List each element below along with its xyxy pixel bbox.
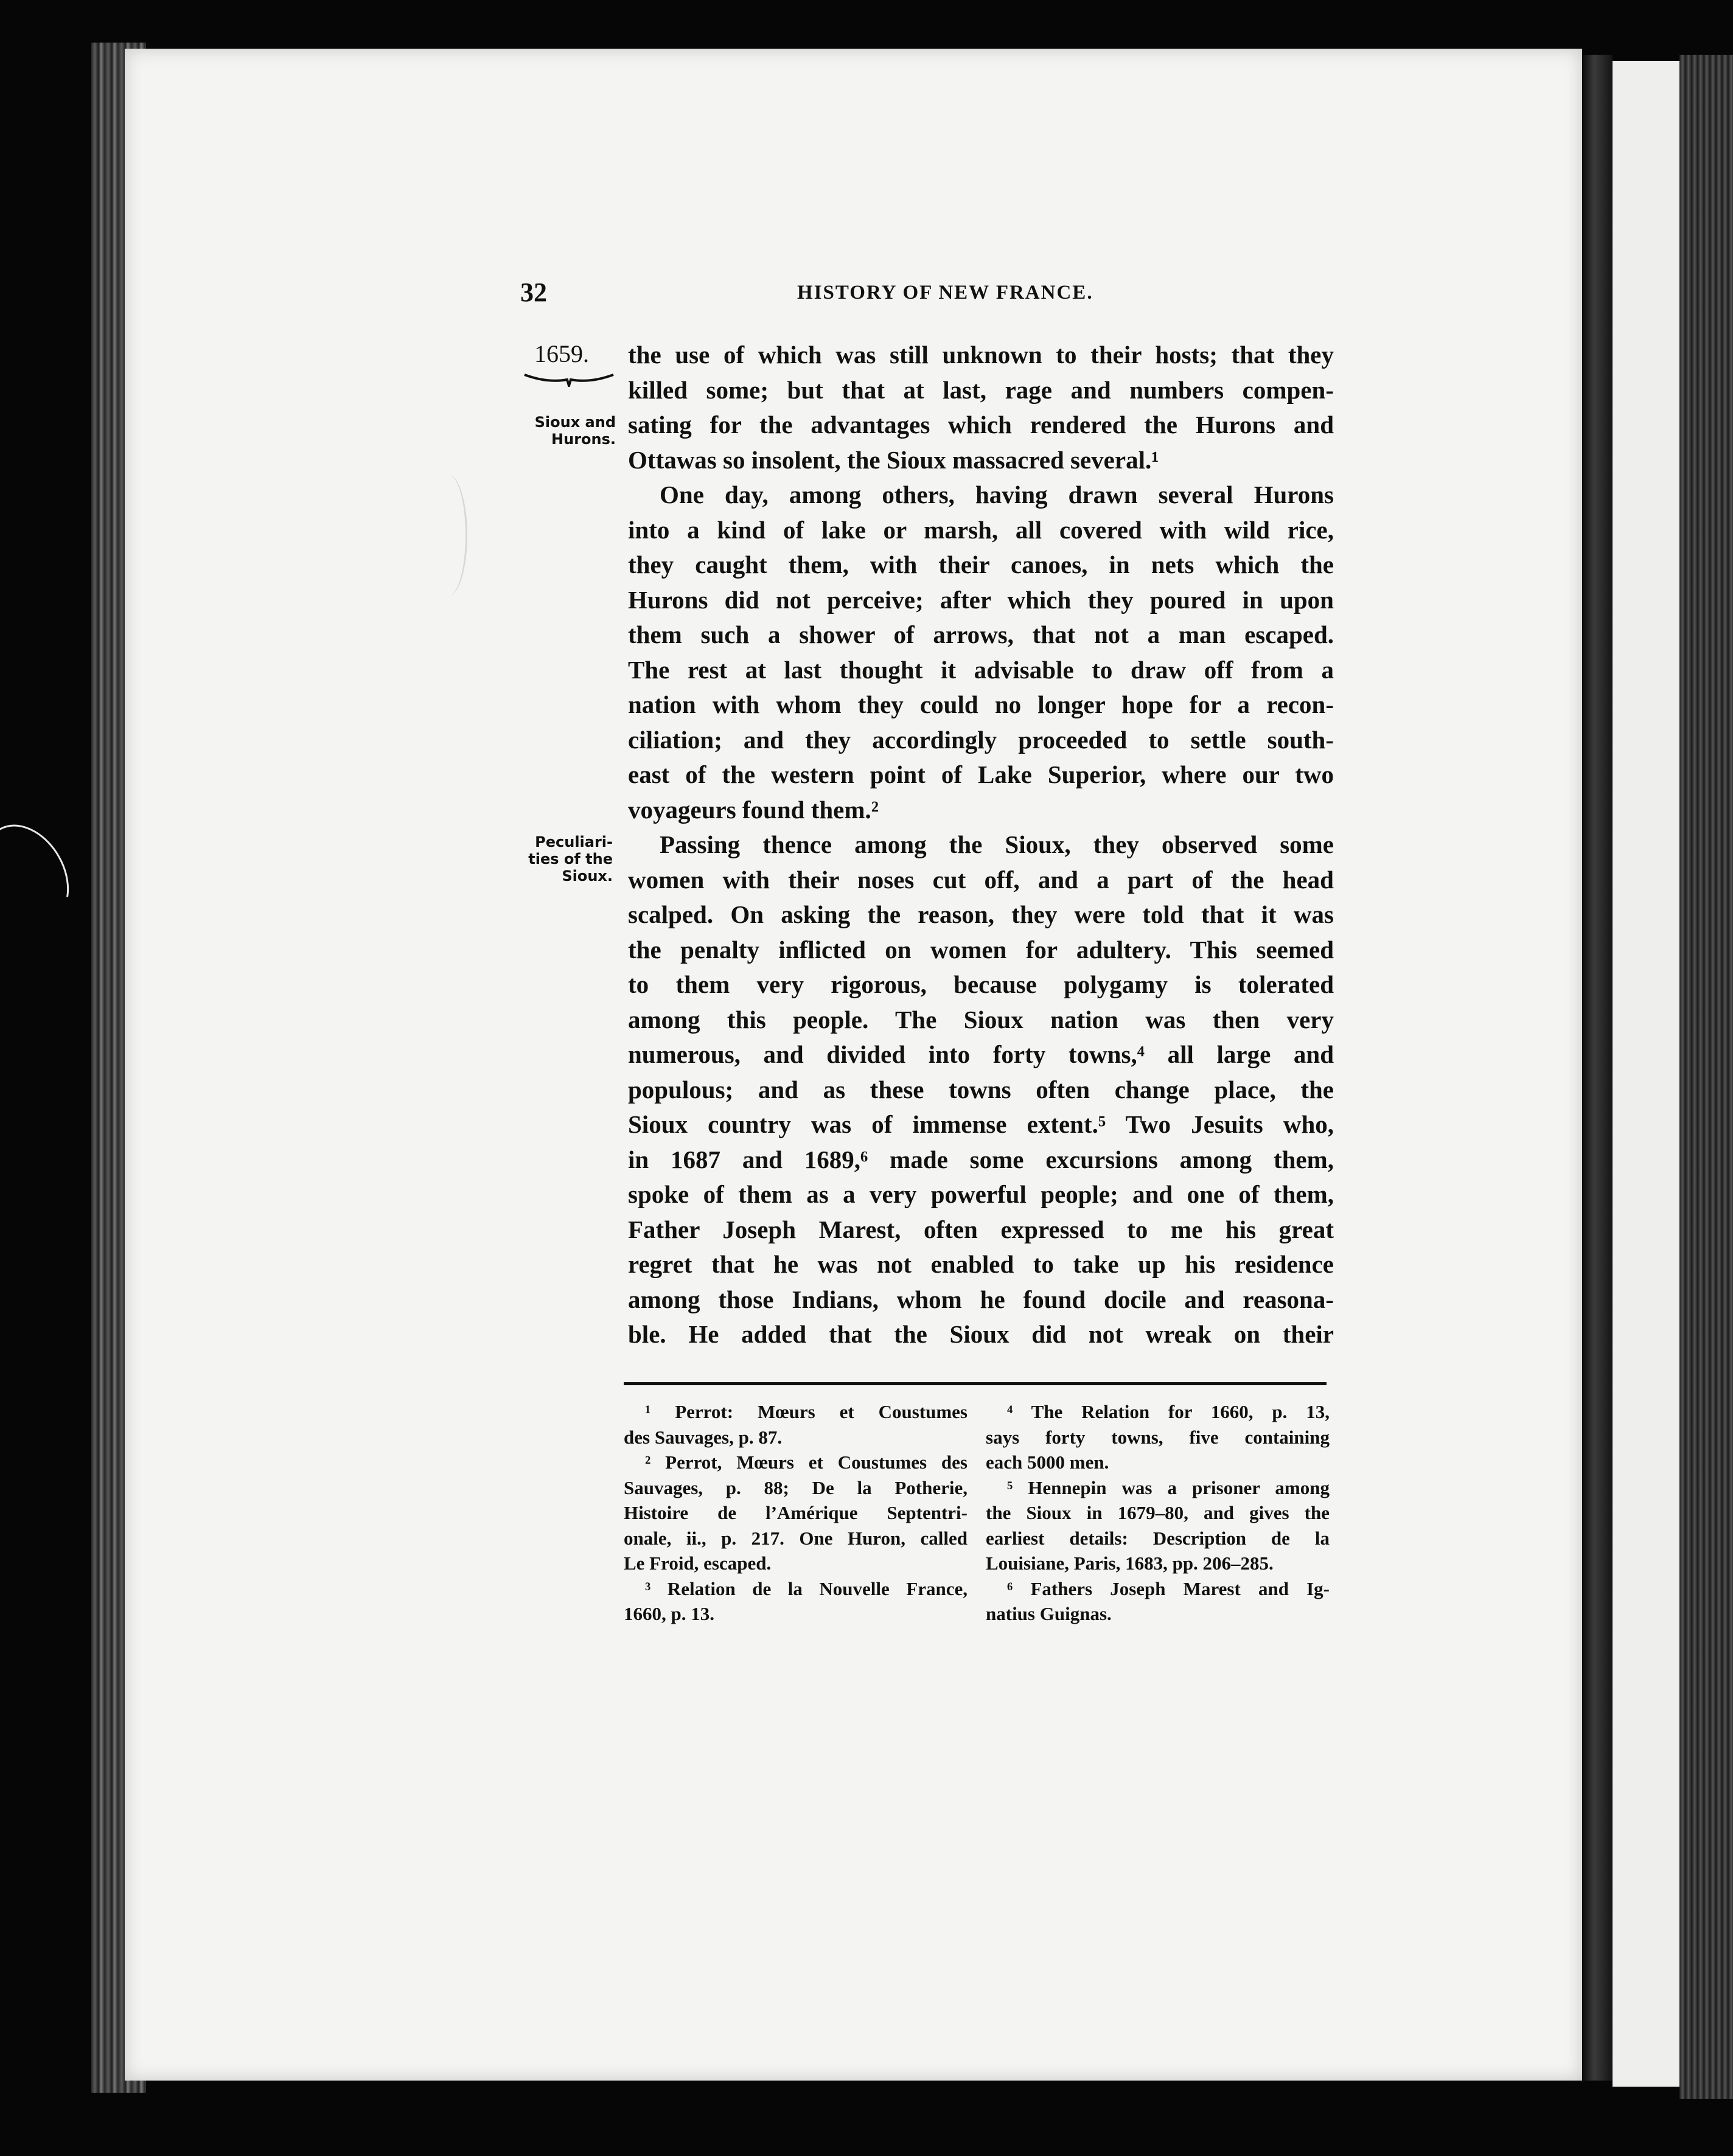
text-line: Father Joseph Marest, often expressed to me his great [628,1215,1334,1243]
footnote-line: each 5000 men. [986,1452,1109,1473]
footnote-line: Louisiane, Paris, 1683, pp. 206–285. [986,1553,1274,1574]
footnote-line: ³ Relation de la Nouvelle France, [645,1577,968,1599]
text-line: ble. He added that the Sioux did not wreak on their [628,1320,1334,1348]
book-gutter [1582,55,1613,2081]
margin-note-line: Hurons. [551,431,616,448]
text-line: the use of which was still unknown to their hosts; that they [628,341,1334,369]
text-line: The rest at last thought it advisable to draw off from a [628,655,1334,684]
page-number: 32 [520,277,547,307]
text-line: regret that he was not enabled to take up his residence [628,1250,1334,1278]
footnote-line: ⁵ Hennepin was a prisoner among [1007,1476,1330,1498]
text-line: them such a shower of arrows, that not a man escaped. [628,621,1334,649]
footnote-line: ⁶ Fathers Joseph Marest and Ig- [1007,1577,1330,1599]
footnote-line: 1660, p. 13. [624,1603,714,1624]
running-head [520,277,1336,313]
text-line: east of the western point of Lake Superior, where our two [628,760,1334,788]
text-line: numerous, and divided into forty towns,⁴ all large and [628,1040,1334,1068]
page-header-title: HISTORY OF NEW FRANCE. [797,282,1093,304]
brace-ornament [523,372,615,387]
text-line: Sioux country was of immense extent.⁵ Two Jesuits who, [628,1110,1334,1138]
text-line: they caught them, with their canoes, in nets which the [628,551,1334,579]
margin-note-line: Peculiari- [535,833,613,850]
footnote-line: Histoire de l’Amérique Septentri- [624,1502,968,1523]
footnote-line: ⁴ The Relation for 1660, p. 13, [1007,1401,1330,1422]
footnote-3 [624,1576,968,1627]
text-line: spoke of them as a very powerful people; and one of them, [628,1180,1334,1208]
margin-note-line: ties of the [528,850,613,868]
footnote-1 [624,1399,968,1450]
footnote-5 [986,1475,1330,1576]
main-text [628,338,1334,1352]
text-line: nation with whom they could no longer hope for a recon- [628,690,1334,718]
footnote-line: says forty towns, five containing [986,1426,1330,1448]
text-line: Passing thence among the Sioux, they observed some [660,830,1334,858]
text-line: to them very rigorous, because polygamy is tolerated [628,970,1334,998]
footnote-line: ¹ Perrot: Mœurs et Coustumes [645,1401,968,1422]
footnote-rule [624,1382,1327,1385]
text-line: among this people. The Sioux nation was then very [628,1005,1334,1034]
text-line: killed some; but that at last, rage and numbers compen- [628,375,1334,404]
text-line: women with their noses cut off, and a part of the head [628,865,1334,894]
text-line: voyageurs found them.² [628,795,879,824]
book-edge-right [1679,55,1733,2099]
footnote-line: onale, ii., p. 217. One Huron, called [624,1527,968,1549]
text-line: scalped. On asking the reason, they were told that it was [628,900,1334,928]
text-line: among those Indians, whom he found docile and reasona- [628,1285,1334,1313]
text-line: the penalty inflicted on women for adultery. This seemed [628,935,1334,964]
text-line: into a kind of lake or marsh, all covered with wild rice, [628,515,1334,544]
margin-note-line: Sioux. [562,868,613,885]
footnote-4 [986,1399,1330,1475]
footnote-2 [624,1450,968,1576]
footnote-line: Sauvages, p. 88; De la Potherie, [624,1476,968,1498]
margin-note-line: Sioux and [534,414,616,431]
footnote-6 [986,1576,1330,1627]
footnote-line: earliest details: Description de la [986,1527,1330,1549]
footnote-line: Le Froid, escaped. [624,1553,772,1574]
footnote-line: natius Guignas. [986,1603,1112,1624]
page-blemish [429,475,467,596]
text-line: sating for the advantages which rendered the Hurons and [628,411,1334,439]
footnote-line: ² Perrot, Mœurs et Coustumes des [645,1452,968,1473]
footnote-line: the Sioux in 1679–80, and gives the [986,1502,1330,1523]
text-line: ciliation; and they accordingly proceeded to settle south- [628,725,1334,754]
margin-note-peculiarities [512,833,613,885]
text-line: populous; and as these towns often change place, the [628,1075,1334,1104]
text-line: Ottawas so insolent, the Sioux massacred several.¹ [628,445,1159,474]
margin-note-sioux-hurons [525,414,616,448]
text-line: One day, among others, having drawn several Hurons [660,481,1334,509]
margin-year: 1659. [534,340,589,367]
footnote-line: des Sauvages, p. 87. [624,1426,783,1448]
text-line: in 1687 and 1689,⁶ made some excursions among them, [628,1145,1334,1174]
footnotes-right-column [986,1399,1330,1627]
footnotes-left-column [624,1399,968,1627]
text-line: Hurons did not perceive; after which they poured in upon [628,585,1334,614]
